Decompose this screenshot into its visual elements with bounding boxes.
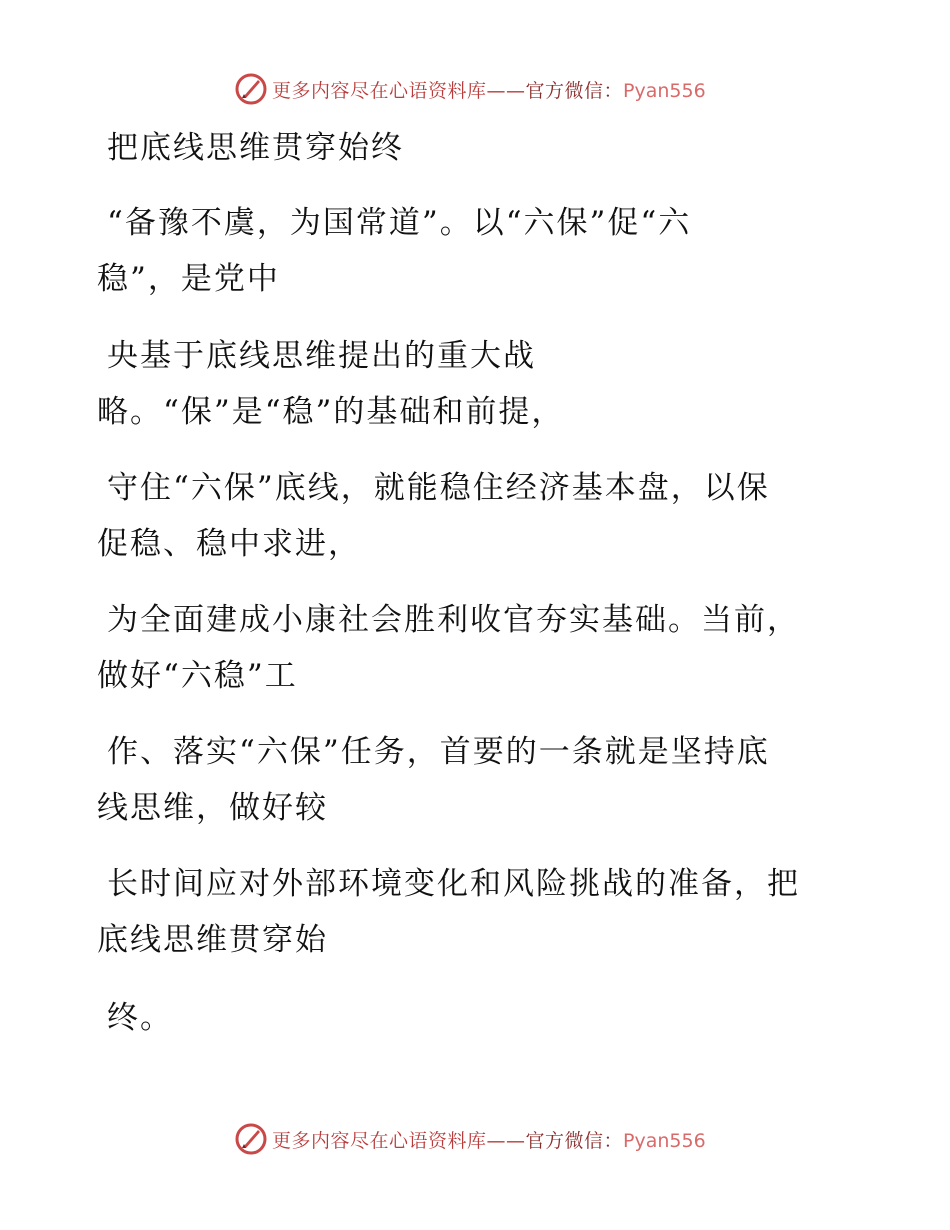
paragraph-line: 长时间应对外部环境变化和风险挑战的准备，把 xyxy=(107,866,800,902)
paragraph-line: 作、落实“六保”任务，首要的一条就是坚持底 xyxy=(107,734,770,770)
paragraph-line: 守住“六保”底线，就能稳住经济基本盘，以保 xyxy=(107,470,770,506)
quill-logo-icon xyxy=(234,1122,268,1156)
watermark-handle: Pyan556 xyxy=(623,79,706,102)
paragraph-line: 略。“保”是“稳”的基础和前提， xyxy=(97,394,565,430)
watermark-handle: Pyan556 xyxy=(623,1129,706,1152)
paragraph-line: 线思维，做好较 xyxy=(97,790,328,826)
paragraph-line: 终。 xyxy=(107,1000,173,1036)
document-title: 把底线思维贯穿始终 xyxy=(107,130,404,166)
quill-logo-icon xyxy=(234,72,268,106)
paragraph-line: 为全面建成小康社会胜利收官夯实基础。当前， xyxy=(107,602,800,638)
paragraph-line: 做好“六稳”工 xyxy=(97,658,298,694)
watermark-site: 更多内容尽在心语资料库 xyxy=(272,79,487,102)
watermark-separator: —— xyxy=(486,1129,526,1152)
paragraph-line: 底线思维贯穿始 xyxy=(97,922,328,958)
watermark-text xyxy=(272,1126,706,1153)
paragraph-line: 促稳、稳中求进， xyxy=(97,526,361,562)
watermark-site: 更多内容尽在心语资料库 xyxy=(272,1129,487,1152)
watermark-label: 官方微信： xyxy=(525,79,624,102)
footer-watermark xyxy=(234,1122,706,1156)
header-watermark xyxy=(234,72,706,106)
watermark-separator: —— xyxy=(486,79,526,102)
paragraph-line: “备豫不虞，为国常道”。以“六保”促“六 xyxy=(107,205,692,241)
paragraph-line: 央基于底线思维提出的重大战 xyxy=(107,338,536,374)
watermark-text xyxy=(272,76,706,103)
paragraph-line: 稳”，是党中 xyxy=(97,261,280,297)
watermark-label: 官方微信： xyxy=(525,1129,624,1152)
